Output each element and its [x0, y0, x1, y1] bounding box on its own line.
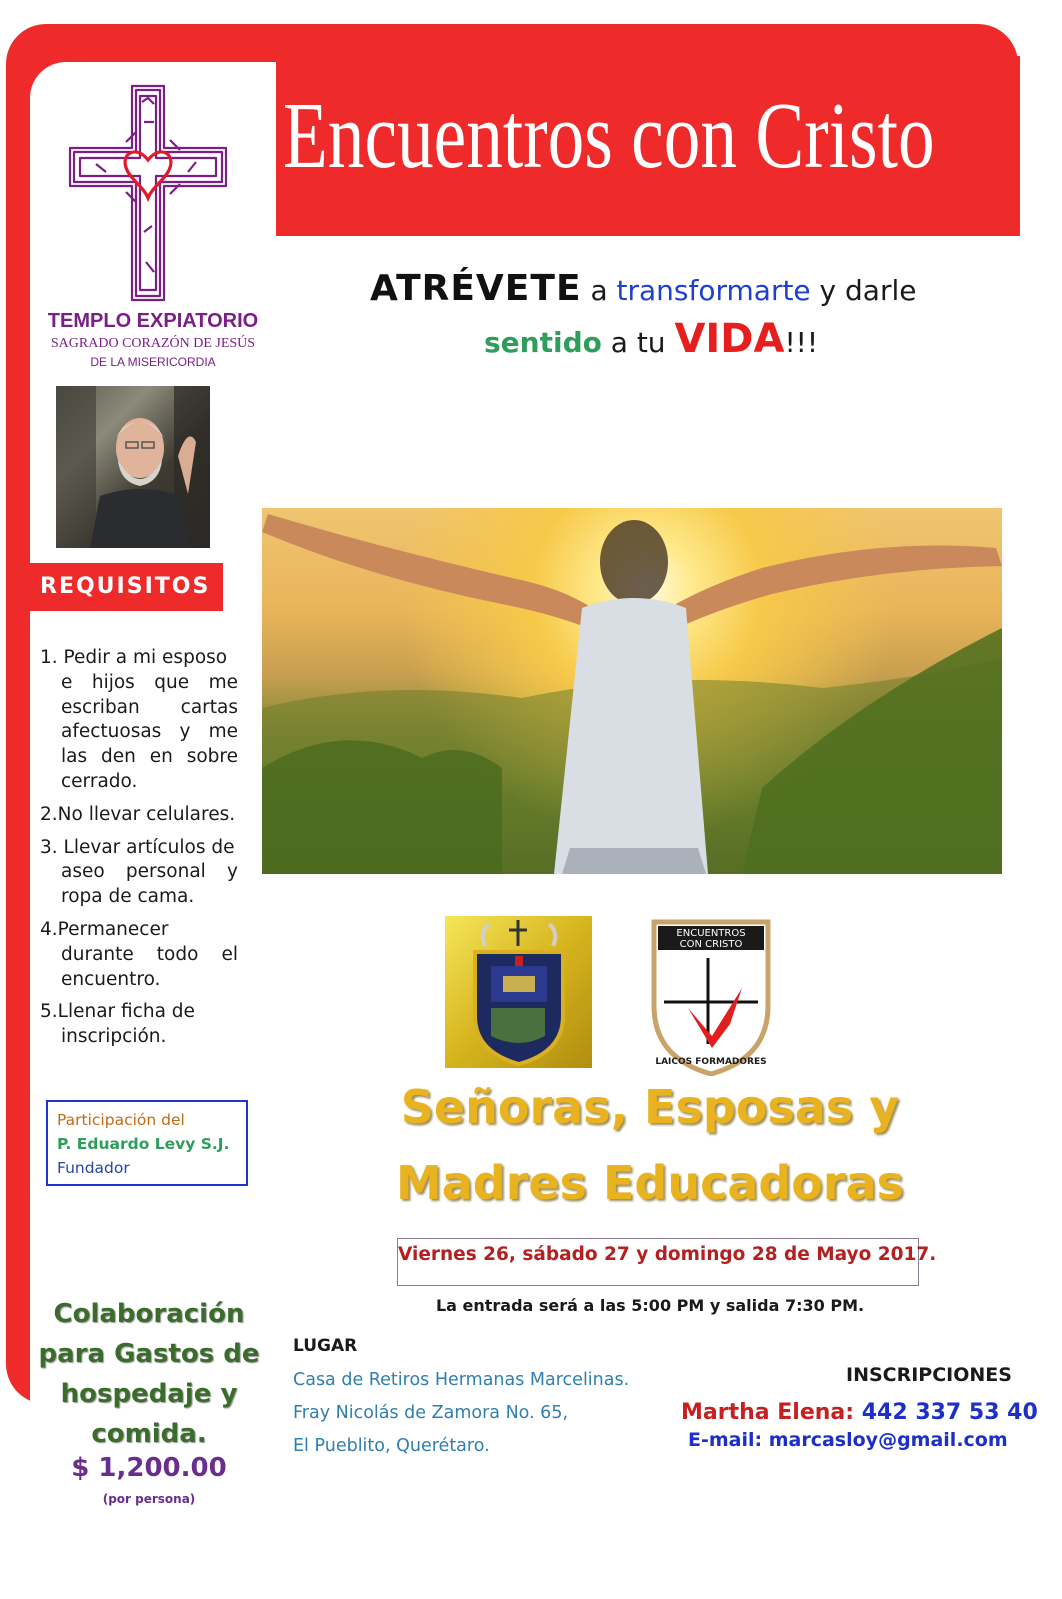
- temple-subtitle: SAGRADO CORAZÓN DE JESÚS: [50, 336, 256, 351]
- audience-line-1: Señoras, Esposas y: [400, 1080, 900, 1134]
- location-line-2: Fray Nicolás de Zamora No. 65,: [293, 1403, 569, 1423]
- registration-heading: INSCRIPCIONES: [846, 1364, 1012, 1386]
- requirement-text-cont: durante todo el encuentro.: [61, 943, 238, 990]
- slogan-transformarte: transformarte: [616, 274, 811, 307]
- shield-bottom-text: LAICOS FORMADORES: [655, 1057, 767, 1067]
- requirements-heading: REQUISITOS: [30, 563, 223, 611]
- slogan-word: a tu: [601, 326, 675, 359]
- shield-top-text: ENCUENTROS: [676, 928, 746, 939]
- participation-name: P. Eduardo Levy S.J.: [57, 1135, 230, 1153]
- contact-phone[interactable]: 442 337 53 40: [861, 1400, 1038, 1425]
- requirement-text-cont: inscripción.: [61, 1026, 167, 1048]
- requirement-text: No llevar celulares.: [57, 803, 236, 825]
- location-line-1: Casa de Retiros Hermanas Marcelinas.: [293, 1370, 630, 1390]
- requirement-number: 2.: [40, 803, 58, 825]
- contact-name: Martha Elena:: [681, 1400, 862, 1425]
- hero-image-woman-sunrise: [262, 508, 1002, 874]
- encuentros-con-cristo-shield: [650, 918, 772, 1076]
- collaboration-line: Colaboración: [53, 1299, 245, 1329]
- slogan-atrevete: ATRÉVETE: [370, 268, 582, 309]
- requirement-item: [40, 836, 238, 910]
- price: $ 1,200.00: [71, 1453, 227, 1483]
- requirement-text: Permanecer: [57, 918, 169, 940]
- temple-subtitle-2: DE LA MISERICORDIA: [90, 355, 216, 369]
- contact-email-link[interactable]: marcasloy@gmail.com: [768, 1429, 1008, 1451]
- registration-email-line: [688, 1429, 1008, 1451]
- event-dates: Viernes 26, sábado 27 y domingo 28 de Mayo 2017.: [397, 1238, 919, 1286]
- shield-top-text-2: CON CRISTO: [679, 939, 743, 950]
- event-hours: La entrada será a las 5:00 PM y salida 7:30 PM.: [435, 1296, 865, 1315]
- requirement-number: 3.: [40, 836, 64, 858]
- requirement-text: Llevar artículos de: [63, 836, 235, 858]
- requirement-number: 1.: [40, 647, 64, 668]
- requirement-item: [40, 646, 238, 795]
- slogan-vida: VIDA: [674, 316, 785, 362]
- registration-phone-line: [681, 1400, 1038, 1425]
- slogan-exclaim: !!!: [784, 326, 819, 359]
- requirement-text: Llenar ficha de: [57, 1001, 195, 1023]
- location-line-3: El Pueblito, Querétaro.: [293, 1436, 490, 1456]
- diocese-coat-of-arms: [445, 916, 592, 1068]
- collaboration-line: para Gastos de: [38, 1339, 260, 1369]
- participation-role: Fundador: [57, 1159, 130, 1177]
- requirement-text: Pedir a mi esposo: [63, 647, 228, 668]
- requirement-text-cont: e hijos que me escriban cartas afectuosas y me las den en sobre cerrado.: [61, 671, 238, 792]
- location-heading: LUGAR: [293, 1336, 358, 1356]
- collaboration-line: comida.: [91, 1419, 207, 1449]
- slogan-line-1: [370, 268, 916, 309]
- requirement-number: 5.: [40, 1001, 58, 1023]
- poster-title: Encuentros con Cristo: [283, 84, 935, 188]
- sacred-heart-cross-logo: [66, 82, 230, 306]
- requirements-list: [40, 646, 238, 1058]
- requirement-item: [40, 918, 238, 992]
- slogan-word: a: [581, 274, 617, 307]
- founder-photo: [56, 386, 210, 548]
- temple-name: TEMPLO EXPIATORIO: [47, 310, 259, 332]
- price-note: (por persona): [102, 1492, 196, 1506]
- collaboration-text: [30, 1294, 268, 1454]
- collaboration-line: hospedaje y: [60, 1379, 238, 1409]
- slogan-word: y darle: [810, 274, 917, 307]
- participation-box: [46, 1100, 248, 1186]
- participation-line-1: Participación del: [57, 1111, 185, 1129]
- email-label: E-mail:: [688, 1429, 769, 1451]
- requirement-item: [40, 1000, 238, 1050]
- slogan-sentido: sentido: [484, 326, 602, 359]
- slogan-line-2: [484, 316, 818, 362]
- audience-line-2: Madres Educadoras: [395, 1156, 905, 1210]
- requirement-text-cont: aseo personal y ropa de cama.: [61, 861, 238, 908]
- requirement-item: [40, 803, 238, 828]
- requirement-number: 4.: [40, 918, 58, 940]
